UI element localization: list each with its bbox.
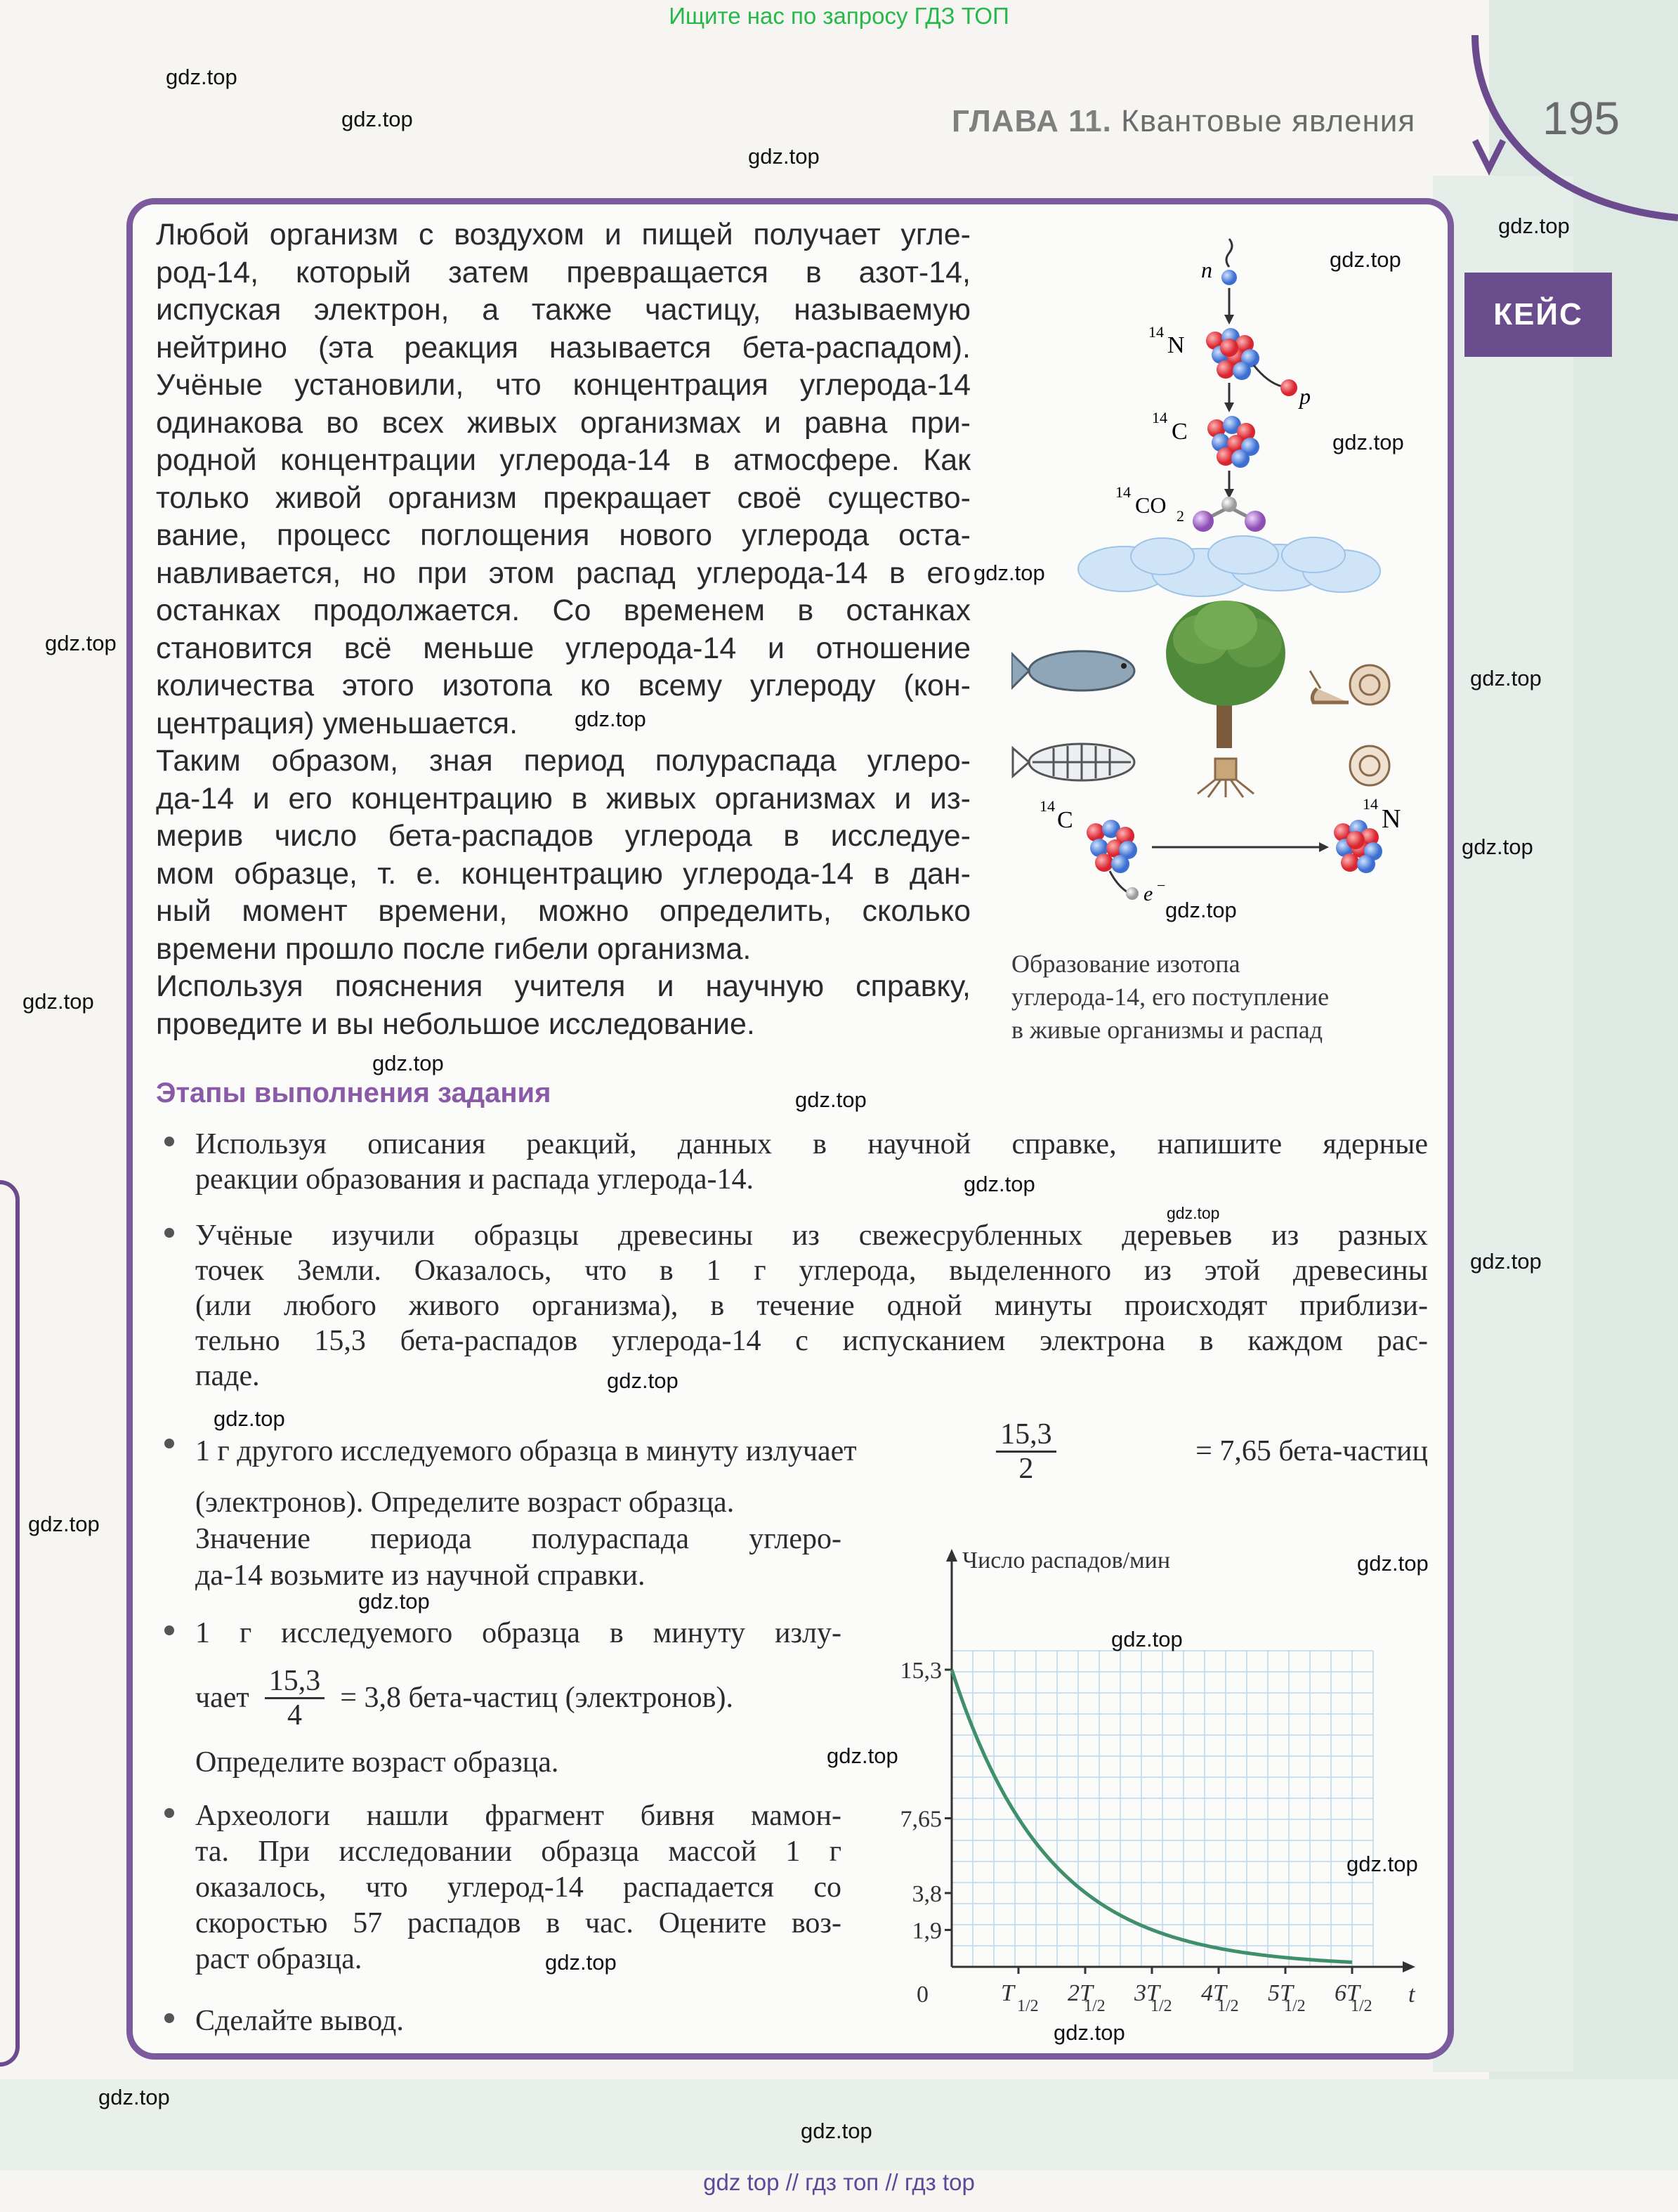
step-4-prefix: чает: [195, 1682, 249, 1714]
y-tick-label: 1,9: [912, 1918, 942, 1944]
decay-arrowhead: [1319, 842, 1329, 852]
steps-heading: Этапы выполнения задания: [156, 1078, 551, 1108]
intro-line: становится всё меньше углерода-14 и отношение: [156, 631, 971, 665]
step-line: тельно 15,3 бета-распадов углерода-14 с испусканием электрона в каждом рас-: [195, 1325, 1428, 1357]
c14-decay-nucleus: [1087, 820, 1137, 873]
watermark[interactable]: gdz.top: [1470, 666, 1542, 691]
chapter-label: ГЛАВА 11.: [952, 104, 1112, 138]
x-tick-subscript: 1/2: [1284, 1997, 1306, 2015]
fraction-denominator: 2: [1018, 1452, 1034, 1485]
electron-emission-line: [1110, 871, 1127, 892]
x-tick-subscript: 1/2: [1151, 1997, 1172, 2015]
x-tick-label: 6T: [1335, 1980, 1360, 2006]
step-line: точек Земли. Оказалось, что в 1 г углерода, выделенного из этой древесины: [195, 1255, 1428, 1287]
watermark[interactable]: gdz.top: [795, 1087, 867, 1112]
chapter-name: Квантовые явления: [1121, 104, 1416, 138]
watermark[interactable]: gdz.top: [974, 561, 1045, 585]
y-tick-label: 15,3: [900, 1658, 942, 1684]
page-number: 195: [1542, 92, 1620, 144]
watermark[interactable]: gdz.top: [1330, 247, 1401, 272]
proton-label: p: [1299, 384, 1311, 409]
intro-line: мерив число бета-распадов углерода в исследуе-: [156, 819, 971, 853]
c14-symbol: C: [1172, 419, 1188, 445]
step-line: Используя описания реакций, данных в научной справке, напишите ядерные: [195, 1128, 1428, 1160]
proton-particle: [1280, 379, 1297, 396]
step-line: та. При исследовании образца массой 1 г: [195, 1835, 841, 1868]
step-item-2: [195, 1218, 1428, 1394]
watermark[interactable]: gdz.top: [1332, 430, 1404, 454]
bottom-banner[interactable]: gdz top // гдз топ // гдз top: [703, 2169, 975, 2195]
x-tick-label: 2T: [1068, 1980, 1093, 2006]
step-item-1: [195, 1127, 1428, 1197]
fish-alive-illustration: [1011, 651, 1134, 691]
x-tick-subscript: 1/2: [1351, 1997, 1372, 2015]
snail-illustration: [1310, 665, 1389, 705]
intro-line: одинакова во всех живых организмах и равна при-: [156, 405, 971, 440]
isotope-diagram: [1011, 232, 1405, 913]
fraction-numerator: 15,3: [996, 1418, 1056, 1453]
watermark[interactable]: gdz.top: [22, 989, 94, 1014]
intro-line: Любой организм с воздухом и пищей получает угле-: [156, 218, 971, 251]
watermark[interactable]: gdz.top: [964, 1172, 1035, 1196]
intro-line: да-14 и его концентрацию в живых организмах и из-: [156, 781, 971, 816]
origin-label: 0: [917, 1982, 929, 2008]
bullet: [164, 1625, 174, 1635]
electron-label: e: [1143, 882, 1153, 905]
step-line: оказалось, что углерод-14 распадается со: [195, 1871, 841, 1904]
step-item-3: [195, 1418, 1428, 1485]
step-4-fraction: [265, 1665, 325, 1732]
x-tick-subscript: 1/2: [1017, 1997, 1039, 2015]
step-item-3-continued: [195, 1485, 841, 1595]
n14-nucleus: [1206, 328, 1259, 380]
watermark[interactable]: gdz.top: [372, 1051, 444, 1075]
decay-chart: [864, 1538, 1440, 2030]
intro-line: нейтрино (эта реакция называется бета-распадом).: [156, 330, 971, 365]
step-4-formula-line: [195, 1659, 841, 1736]
step-line: скоростью 57 распадов в час. Оцените воз-: [195, 1907, 841, 1939]
step-line: Археологи нашли фрагмент бивня мамон-: [195, 1800, 841, 1832]
step-3-fraction: [996, 1418, 1056, 1485]
watermark[interactable]: gdz.top: [1470, 1249, 1542, 1274]
fraction-denominator: 4: [287, 1699, 303, 1732]
top-banner[interactable]: Ищите нас по запросу ГДЗ ТОП: [669, 3, 1009, 29]
intro-text: [156, 216, 971, 1043]
neutron-particle: [1221, 270, 1237, 285]
step-line: Определите возраст образца.: [195, 1746, 559, 1779]
watermark[interactable]: gdz.top: [1111, 1627, 1183, 1651]
intro-line: ный момент времени, можно определить, сколько: [156, 894, 971, 928]
intro-line: Используя пояснения учителя и научную справку,: [156, 969, 971, 1003]
neutron-wiggle: [1226, 239, 1232, 267]
step-item-5: [195, 1798, 841, 1977]
caption-line: Образование изотопа: [1011, 950, 1240, 978]
intro-line: Учёные установили, что концентрация углерода-14: [156, 368, 971, 402]
step-line: реакции образования и распада углерода-14.: [195, 1163, 754, 1196]
fish-skeleton-illustration: [1013, 744, 1134, 780]
c14-mass: 14: [1152, 409, 1167, 426]
y-tick-label: 7,65: [900, 1806, 942, 1833]
chapter-title: [952, 104, 1415, 139]
empty-shell-illustration: [1350, 746, 1389, 785]
caption-line: в живые организмы и распад: [1011, 1016, 1323, 1044]
left-page-edge-frame: [0, 1180, 20, 2067]
intro-line: мом образце, т. е. концентрацию углерода-14 в дан-: [156, 856, 971, 891]
watermark[interactable]: gdz.top: [1462, 835, 1533, 859]
watermark[interactable]: gdz.top: [214, 1406, 285, 1431]
c14-decay-mass: 14: [1040, 797, 1055, 815]
n14-decay-symbol: N: [1382, 804, 1401, 834]
intro-line: проведите и вы небольшое исследование.: [156, 1007, 755, 1041]
step-item-6: [195, 2003, 841, 2038]
watermark[interactable]: gdz.top: [358, 1589, 430, 1614]
intro-line: количества этого изотопа ко всему углероду (кон-: [156, 669, 971, 702]
watermark[interactable]: gdz.top: [166, 65, 237, 89]
step-4-result: = 3,8 бета-частиц (электронов).: [340, 1682, 733, 1714]
bullet: [164, 1228, 174, 1238]
x-tick-label: 4T: [1201, 1980, 1226, 2006]
x-tick-subscript: 1/2: [1084, 1997, 1106, 2015]
watermark[interactable]: gdz.top: [607, 1368, 679, 1393]
tree-stump-illustration: [1198, 759, 1254, 797]
right-page-band: [1433, 176, 1573, 2072]
y-axis-arrow: [946, 1549, 957, 1562]
x-axis-arrow: [1403, 1961, 1415, 1972]
watermark[interactable]: gdz.top: [748, 144, 820, 169]
step-line: раст образца.: [195, 1943, 362, 1975]
n14-mass: 14: [1148, 323, 1164, 341]
watermark[interactable]: gdz.top: [1165, 898, 1237, 922]
arrowhead-1: [1224, 315, 1234, 325]
bullet: [164, 1808, 174, 1818]
step-item-4: [195, 1616, 841, 1780]
watermark[interactable]: gdz.top: [801, 2119, 872, 2143]
proton-emission-line: [1254, 365, 1282, 386]
watermark[interactable]: gdz.top: [1498, 214, 1570, 238]
arrowhead-2: [1224, 403, 1234, 412]
c14-nucleus: [1207, 416, 1259, 468]
step-3-formula-line: [195, 1418, 1428, 1485]
step-line: Сделайте вывод.: [195, 2005, 404, 2037]
intro-line: навливается, но при этом распад углерода-14 в его: [156, 556, 971, 590]
watermark[interactable]: gdz.top: [1054, 2020, 1125, 2045]
fraction-numerator: 15,3: [265, 1665, 325, 1699]
neutron-label: n: [1201, 257, 1212, 282]
intro-line: родной концентрации углерода-14 в атмосфере. Как: [156, 443, 971, 477]
watermark[interactable]: gdz.top: [1357, 1551, 1429, 1576]
intro-line: род-14, который затем превращается в азот-14,: [156, 255, 971, 289]
diagram-caption: [1011, 948, 1329, 1047]
co2-subscript: 2: [1176, 507, 1184, 525]
watermark[interactable]: gdz.top: [45, 631, 117, 655]
case-tab: КЕЙС: [1464, 273, 1612, 357]
watermark[interactable]: gdz.top: [1167, 1204, 1220, 1222]
n14-symbol: N: [1167, 332, 1185, 358]
x-axis-label: t: [1408, 1982, 1415, 2008]
step-line: (электронов). Определите возраст образца.: [195, 1486, 735, 1519]
co2-mass: 14: [1115, 483, 1131, 501]
caption-line: углерода-14, его поступление: [1011, 983, 1330, 1011]
watermark[interactable]: gdz.top: [575, 707, 646, 731]
x-tick-label: 5T: [1268, 1980, 1293, 2006]
bullet: [164, 2013, 174, 2023]
intro-line: Таким образом, зная период полураспада углеро-: [156, 744, 971, 778]
bullet: [164, 1137, 174, 1146]
electron-particle: [1126, 887, 1139, 900]
watermark[interactable]: gdz.top: [1346, 1852, 1418, 1876]
step-line: паде.: [195, 1360, 260, 1392]
bullet: [164, 1439, 174, 1448]
co2-molecule: [1193, 497, 1266, 532]
electron-charge: −: [1157, 877, 1166, 894]
n14-decay-nucleus: [1334, 820, 1382, 873]
step-line: (или любого живого организма), в течение одной минуты происходят приблизи-: [195, 1290, 1428, 1322]
watermark[interactable]: gdz.top: [827, 1743, 898, 1768]
x-tick-label: T: [1001, 1980, 1014, 2006]
tree-illustration: [1166, 601, 1285, 748]
step-line: да-14 возьмите из научной справки.: [195, 1559, 645, 1592]
step-3-result: = 7,65 бета-частиц: [1195, 1435, 1428, 1467]
intro-line: останках продолжается. Со временем в останках: [156, 594, 971, 627]
x-tick-subscript: 1/2: [1217, 1997, 1239, 2015]
watermark[interactable]: gdz.top: [98, 2085, 170, 2109]
y-tick-label: 3,8: [912, 1880, 942, 1907]
cloud-layer: [1078, 536, 1380, 596]
watermark[interactable]: gdz.top: [28, 1512, 100, 1536]
step-line: Учёные изучили образцы древесины из свежесрубленных деревьев из разных: [195, 1219, 1428, 1252]
step-line: 1 г исследуемого образца в минуту излу-: [195, 1617, 841, 1649]
n14-decay-mass: 14: [1363, 795, 1378, 813]
intro-line: вание, процесс поглощения нового углерода оста-: [156, 518, 971, 552]
step-3-prefix: 1 г другого исследуемого образца в минуту излучает: [195, 1435, 857, 1467]
intro-line: времени прошло после гибели организма.: [156, 931, 752, 966]
intro-line: испуская электрон, а также частицу, называемую: [156, 293, 971, 327]
co2-symbol: CO: [1135, 492, 1167, 518]
c14-decay-symbol: C: [1057, 807, 1073, 833]
watermark[interactable]: gdz.top: [341, 107, 413, 131]
intro-line: центрация) уменьшается.: [156, 706, 518, 740]
y-axis-label: Число распадов/мин: [962, 1547, 1171, 1573]
watermark[interactable]: gdz.top: [545, 1950, 617, 1975]
x-tick-label: 3T: [1134, 1980, 1160, 2006]
step-line: Значение периода полураспада углеро-: [195, 1523, 841, 1555]
intro-line: только живой организм прекращает своё существо-: [156, 480, 971, 515]
